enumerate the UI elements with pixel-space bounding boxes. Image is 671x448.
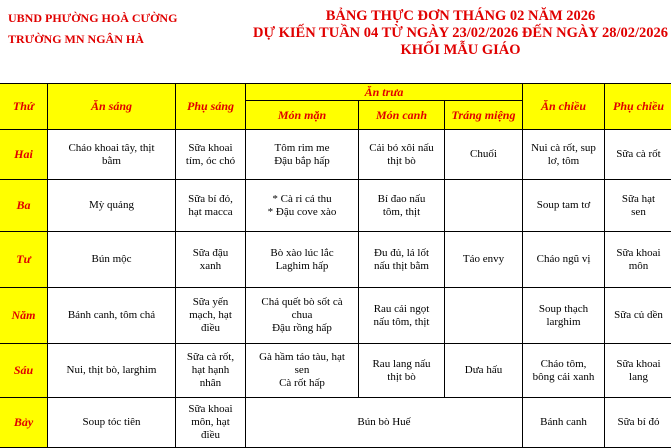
- soup-cell: [359, 180, 445, 232]
- breakfast-cell: [48, 130, 176, 180]
- afternoon-snack-cell-line: Sữa củ dền: [614, 309, 663, 321]
- soup-cell-line: nấu tôm, thịt: [374, 316, 430, 328]
- breakfast-cell-line: Cháo khoai tây, thịt: [68, 142, 154, 154]
- soup-cell-line: Cải bó xôi nấu: [369, 142, 433, 154]
- soup-cell-line: Rau cải ngọt: [374, 303, 430, 315]
- table-row: [0, 288, 671, 344]
- afternoon-snack-cell-line: Sữa bí đỏ: [617, 416, 659, 428]
- col-afternoon-snack: Phụ chiều: [605, 84, 671, 130]
- afternoon-snack-cell-line: Sữa khoai: [616, 247, 660, 259]
- breakfast-cell-line: Bún mộc: [91, 253, 131, 265]
- dessert-cell-line: Chuối: [470, 148, 497, 160]
- afternoon-cell: [523, 130, 605, 180]
- afternoon-snack-cell-line: Sữa khoai: [616, 358, 660, 370]
- main-dish-cell: [246, 232, 359, 288]
- day-label: Tư: [0, 232, 48, 288]
- menu-body: [0, 130, 671, 448]
- afternoon-cell: [523, 180, 605, 232]
- breakfast-cell: [48, 288, 176, 344]
- soup-cell-line: Đu đủ, lá lốt: [374, 247, 429, 259]
- breakfast-cell-line: Nui, thịt bò, larghim: [67, 364, 157, 376]
- morning-snack-cell-line: Sữa yến: [193, 296, 229, 308]
- afternoon-cell-line: Bánh canh: [540, 416, 587, 428]
- soup-cell-line: nấu thịt bằm: [374, 260, 429, 272]
- col-day: Thứ: [0, 84, 48, 130]
- dessert-cell-line: Táo envy: [463, 253, 504, 265]
- breakfast-cell: [48, 232, 176, 288]
- breakfast-cell: [48, 180, 176, 232]
- morning-snack-cell-line: tím, óc chó: [186, 155, 235, 167]
- morning-snack-cell-line: Sữa khoai: [188, 142, 232, 154]
- morning-snack-cell: [176, 232, 246, 288]
- school-header: [8, 8, 177, 50]
- morning-snack-cell-line: Sữa bí đỏ,: [188, 193, 233, 205]
- morning-snack-cell-line: xanh: [200, 260, 221, 272]
- col-main-dish: Món mặn: [246, 101, 359, 130]
- afternoon-snack-cell-line: sen: [631, 206, 646, 218]
- morning-snack-cell-line: hạt macca: [188, 206, 232, 218]
- afternoon-cell: [523, 232, 605, 288]
- menu-title: BẢNG THỰC ĐƠN THÁNG 02 NĂM 2026: [250, 8, 671, 25]
- afternoon-snack-cell: [605, 344, 671, 398]
- afternoon-cell-line: Nui cà rốt, sup: [531, 142, 596, 154]
- morning-snack-cell-line: điều: [201, 322, 220, 334]
- menu-title-block: [250, 8, 671, 59]
- morning-snack-cell-line: điều: [201, 429, 220, 441]
- col-morning-snack: Phụ sáng: [176, 84, 246, 130]
- afternoon-cell-line: bông cải xanh: [533, 371, 595, 383]
- morning-snack-cell-line: Sữa đậu: [193, 247, 229, 259]
- morning-snack-cell: [176, 130, 246, 180]
- main-dish-cell-line: Tôm rim me: [275, 142, 330, 154]
- afternoon-snack-cell: [605, 398, 671, 448]
- main-dish-cell: [246, 288, 359, 344]
- breakfast-cell: [48, 398, 176, 448]
- afternoon-snack-cell: [605, 288, 671, 344]
- morning-snack-cell: [176, 288, 246, 344]
- menu-table: [0, 83, 671, 448]
- afternoon-snack-cell: [605, 180, 671, 232]
- lunch-merged-cell-line: Bún bò Huế: [357, 416, 410, 428]
- main-dish-cell-line: Đậu rồng hấp: [272, 322, 332, 334]
- morning-snack-cell-line: nhân: [200, 377, 221, 389]
- breakfast-cell-line: Mỳ quảng: [89, 199, 134, 211]
- afternoon-cell: [523, 344, 605, 398]
- table-row: [0, 180, 671, 232]
- morning-snack-cell-line: hạt hạnh: [192, 364, 230, 376]
- main-dish-cell-line: Chả quết bò sốt cà: [261, 296, 342, 308]
- main-dish-cell-line: * Đậu cove xào: [268, 206, 337, 218]
- dessert-cell-line: Dưa hấu: [465, 364, 502, 376]
- soup-cell: [359, 344, 445, 398]
- main-dish-cell-line: * Cà ri cá thu: [272, 193, 331, 205]
- morning-snack-cell: [176, 180, 246, 232]
- main-dish-cell-line: sen: [295, 364, 310, 376]
- dessert-cell: [445, 180, 523, 232]
- lunch-merged-cell: [246, 398, 523, 448]
- breakfast-cell-line: bằm: [102, 155, 121, 167]
- afternoon-snack-cell-line: Sữa cà rốt: [616, 148, 660, 160]
- afternoon-cell: [523, 398, 605, 448]
- soup-cell: [359, 130, 445, 180]
- morning-snack-cell-line: Sữa cà rốt,: [187, 351, 234, 363]
- main-dish-cell-line: Laghim hấp: [276, 260, 329, 272]
- col-dessert: Tráng miệng: [445, 101, 523, 130]
- dessert-cell: [445, 344, 523, 398]
- soup-cell: [359, 232, 445, 288]
- main-dish-cell-line: Cà rốt hấp: [279, 377, 325, 389]
- morning-snack-cell-line: môn, hạt: [191, 416, 230, 428]
- soup-cell-line: tôm, thịt: [383, 206, 420, 218]
- dessert-cell: [445, 288, 523, 344]
- breakfast-cell-line: Bánh canh, tôm chả: [68, 309, 155, 321]
- afternoon-snack-cell-line: Sữa hạt: [622, 193, 655, 205]
- main-dish-cell: [246, 130, 359, 180]
- soup-cell-line: Rau lang nấu: [372, 358, 430, 370]
- afternoon-snack-cell-line: lang: [629, 371, 648, 383]
- col-breakfast: Ăn sáng: [48, 84, 176, 130]
- day-label: Năm: [0, 288, 48, 344]
- afternoon-cell-line: Soup thạch: [539, 303, 588, 315]
- day-label: Sáu: [0, 344, 48, 398]
- day-label: Ba: [0, 180, 48, 232]
- afternoon-snack-cell: [605, 232, 671, 288]
- table-row: [0, 398, 671, 448]
- afternoon-cell-line: Soup tam tơ: [537, 199, 591, 211]
- menu-group: KHỐI MẪU GIÁO: [250, 42, 671, 59]
- col-lunch: Ăn trưa: [246, 84, 523, 101]
- main-dish-cell: [246, 180, 359, 232]
- afternoon-cell-line: Cháo tôm,: [541, 358, 587, 370]
- afternoon-cell-line: Cháo ngũ vị: [537, 253, 591, 265]
- morning-snack-cell: [176, 344, 246, 398]
- soup-cell-line: Bí đao nấu: [378, 193, 426, 205]
- main-dish-cell-line: Bò xào lúc lắc: [270, 247, 333, 259]
- afternoon-snack-cell-line: môn: [629, 260, 649, 272]
- soup-cell: [359, 288, 445, 344]
- morning-snack-cell-line: Sữa khoai: [188, 403, 232, 415]
- afternoon-cell-line: larghim: [546, 316, 580, 328]
- breakfast-cell: [48, 344, 176, 398]
- table-row: [0, 232, 671, 288]
- day-label: Bảy: [0, 398, 48, 448]
- main-dish-cell-line: Gà hầm táo tàu, hạt: [259, 351, 345, 363]
- main-dish-cell-line: chua: [292, 309, 313, 321]
- dessert-cell: [445, 232, 523, 288]
- afternoon-snack-cell: [605, 130, 671, 180]
- menu-date-range: DỰ KIẾN TUẦN 04 TỪ NGÀY 23/02/2026 ĐẾN NGÀY 28/02/2026: [250, 25, 671, 42]
- school-name: TRƯỜNG MN NGÂN HÀ: [8, 29, 177, 50]
- dessert-cell: [445, 130, 523, 180]
- ward-name: UBND PHƯỜNG HOÀ CƯỜNG: [8, 8, 177, 29]
- afternoon-cell: [523, 288, 605, 344]
- soup-cell-line: thịt bò: [387, 155, 415, 167]
- main-dish-cell-line: Đậu bắp hấp: [274, 155, 330, 167]
- afternoon-cell-line: lơ, tôm: [548, 155, 580, 167]
- morning-snack-cell-line: mạch, hạt: [189, 309, 232, 321]
- soup-cell-line: thịt bò: [387, 371, 415, 383]
- day-label: Hai: [0, 130, 48, 180]
- breakfast-cell-line: Soup tóc tiên: [82, 416, 140, 428]
- main-dish-cell: [246, 344, 359, 398]
- col-soup: Món canh: [359, 101, 445, 130]
- table-row: [0, 130, 671, 180]
- col-afternoon: Ăn chiều: [523, 84, 605, 130]
- table-row: [0, 344, 671, 398]
- morning-snack-cell: [176, 398, 246, 448]
